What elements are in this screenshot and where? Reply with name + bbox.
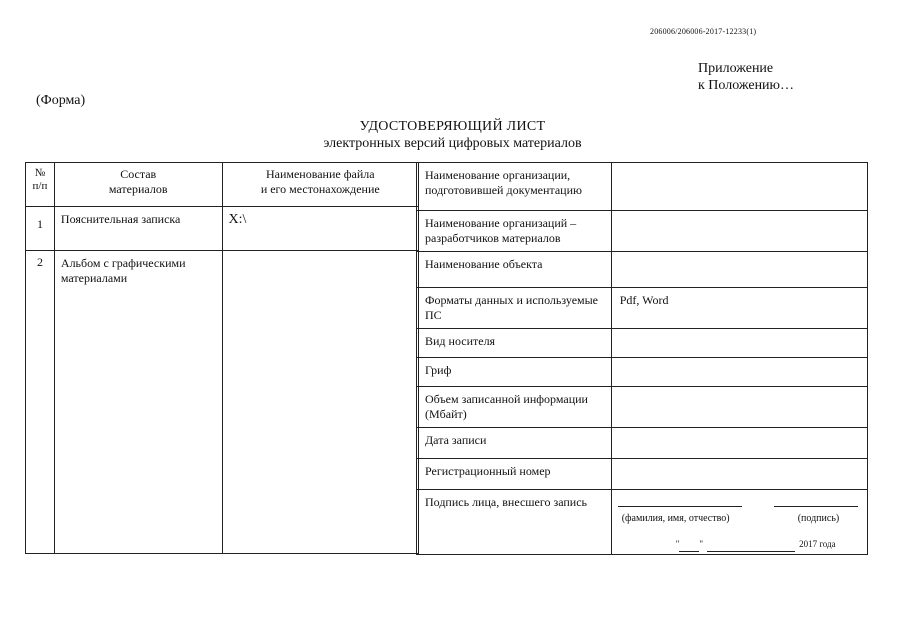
row-number: 2 bbox=[26, 251, 55, 554]
header-filename bbox=[222, 163, 418, 207]
field-label: Объем записанной информации (Мбайт) bbox=[417, 387, 612, 428]
field-value bbox=[611, 428, 867, 459]
row-material-name: Пояснительная записка bbox=[54, 207, 222, 251]
header-composition-line1: Состав bbox=[120, 167, 157, 181]
materials-table bbox=[25, 162, 419, 554]
field-label: Регистрационный номер bbox=[417, 459, 612, 490]
document-subtitle: электронных версий цифровых материалов bbox=[323, 136, 582, 151]
row-number: 1 bbox=[26, 207, 55, 251]
signature-line bbox=[774, 506, 858, 507]
field-label: Наименование объекта bbox=[417, 252, 612, 288]
signature-caption: (подпись) bbox=[797, 513, 840, 524]
table-row bbox=[417, 211, 868, 252]
table-row bbox=[417, 459, 868, 490]
fio-signature-line bbox=[618, 506, 742, 507]
field-label: Дата записи bbox=[417, 428, 612, 459]
document-title-block bbox=[0, 118, 905, 152]
table-row bbox=[417, 252, 868, 288]
table-row bbox=[417, 329, 868, 358]
signature-cell bbox=[611, 490, 867, 555]
date-close-quote: " bbox=[699, 539, 704, 549]
table-row bbox=[417, 387, 868, 428]
day-blank bbox=[679, 542, 699, 552]
row-material-name: Альбом с графическими материалами bbox=[54, 251, 222, 554]
form-label: (Форма) bbox=[36, 93, 86, 108]
metadata-table bbox=[416, 162, 868, 555]
field-value bbox=[611, 358, 867, 387]
fio-caption: (фамилия, имя, отчество) bbox=[621, 513, 730, 524]
signature-date-line bbox=[676, 537, 836, 552]
header-composition-line2: материалов bbox=[108, 182, 168, 196]
field-value: Pdf, Word bbox=[611, 288, 867, 329]
field-value bbox=[611, 329, 867, 358]
document-number: 206006/206006-2017-12233(1) bbox=[650, 27, 757, 36]
appendix-note bbox=[698, 60, 794, 94]
table-row bbox=[417, 358, 868, 387]
field-value bbox=[611, 211, 867, 252]
table-row bbox=[417, 163, 868, 211]
field-value bbox=[611, 387, 867, 428]
field-label: Вид носителя bbox=[417, 329, 612, 358]
field-value bbox=[611, 252, 867, 288]
document-title: УДОСТОВЕРЯЮЩИЙ ЛИСТ bbox=[359, 119, 546, 134]
table-row bbox=[417, 288, 868, 329]
table-row bbox=[26, 207, 419, 251]
year-text: 2017 года bbox=[799, 539, 836, 549]
header-num-line1: № bbox=[34, 167, 46, 179]
date-open-quote: " bbox=[675, 539, 680, 549]
table-row bbox=[417, 490, 868, 555]
appendix-line-1: Приложение bbox=[698, 61, 774, 76]
month-blank bbox=[707, 542, 795, 552]
header-filename-line2: и его местонахождение bbox=[260, 182, 380, 196]
field-value bbox=[611, 459, 867, 490]
appendix-line-2: к Положению… bbox=[698, 78, 795, 93]
row-file-location bbox=[222, 251, 418, 554]
header-composition bbox=[54, 163, 222, 207]
header-filename-line1: Наименование файла bbox=[265, 167, 375, 181]
header-num bbox=[26, 163, 55, 207]
field-value bbox=[611, 163, 867, 211]
field-label: Подпись лица, внесшего запись bbox=[417, 490, 612, 555]
table-row bbox=[417, 428, 868, 459]
field-label: Форматы данных и используемые ПС bbox=[417, 288, 612, 329]
header-num-line2: п/п bbox=[32, 180, 48, 192]
field-label: Наименование организации, подготовившей документацию bbox=[417, 163, 612, 211]
table-row bbox=[26, 251, 419, 554]
materials-table-header bbox=[26, 163, 419, 207]
field-label: Наименование организаций – разработчиков материалов bbox=[417, 211, 612, 252]
row-file-location: X:\ bbox=[222, 207, 418, 251]
field-label: Гриф bbox=[417, 358, 612, 387]
